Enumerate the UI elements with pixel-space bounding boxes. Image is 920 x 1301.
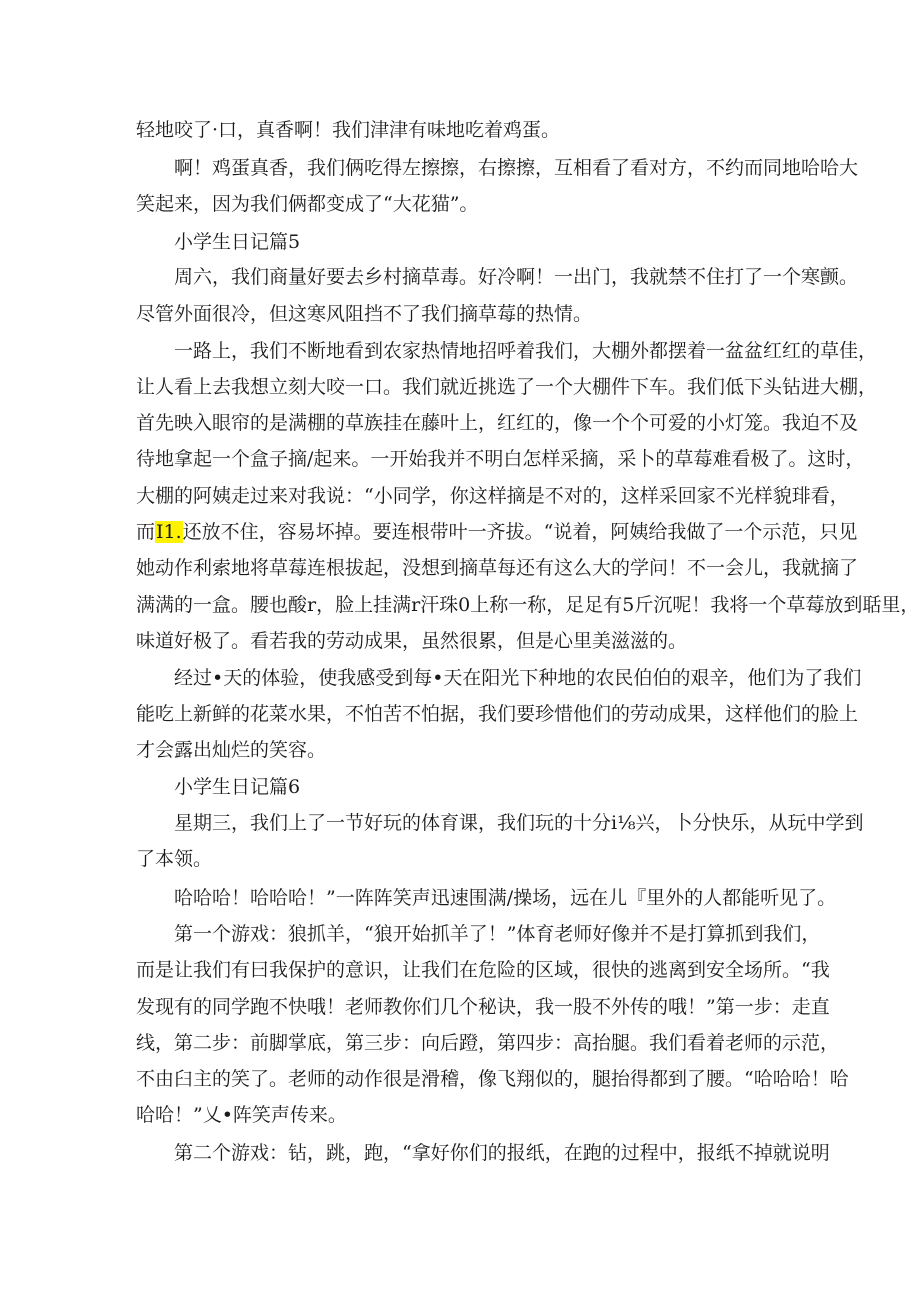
paragraph-line: 啊！鸡蛋真香，我们俩吃得左擦擦，右擦擦，互相看了看对方，不约而同地哈哈大	[174, 157, 859, 179]
paragraph-line: 了本领。	[136, 848, 213, 870]
paragraph-line: 星期三，我们上了一节好玩的体育课，我们玩的十分i⅛兴，卜分快乐，从玩中学到	[174, 812, 864, 834]
paragraph-line	[136, 518, 857, 546]
line-text-after: 还放不住，容易坏掉。要连根带叶一齐拔。“说着，阿姨给我做了一个示范，只见	[182, 521, 858, 543]
highlighted-text: I1.	[156, 521, 182, 543]
paragraph-line: 周六，我们商量好要去乡村摘草毒。好冷啊！一出门，我就禁不住打了一个寒颤。	[174, 266, 859, 288]
line-text-before: 而	[136, 521, 156, 543]
paragraph-line: 待地拿起一个盒子摘/起来。一开始我并不明白怎样采摘，采卜的草莓难看极了。这时，	[136, 448, 865, 470]
paragraph-line: 第二个游戏：钻，跳，跑，“拿好你们的报纸，在跑的过程中，报纸不掉就说明	[174, 1142, 830, 1164]
paragraph-line: 她动作利索地将草莓连根拔起，没想到摘草每还有这么大的学问！不一会儿，我就摘了	[136, 557, 859, 579]
paragraph-line: 让人看上去我想立刻大咬一口。我们就近挑选了一个大棚件下车。我们低下头钻进大棚，	[136, 376, 878, 398]
paragraph-line: 不由臼主的笑了。老师的动作很是滑稽，像飞翔似的，腿抬得都到了腰。“哈哈哈！哈	[136, 1068, 849, 1090]
paragraph-line: 满满的一盒。腰也酸r，脸上挂满r汗珠0上称一称，足足有5斤沉呢！我将一个草莓放到聒里，	[136, 594, 920, 616]
paragraph-line: 味道好极了。看若我的劳动成果，虽然很累，但是心里美滋滋的。	[136, 630, 688, 652]
paragraph-line: 线，第二步：前脚掌底，第三步：向后蹬，第四步：高抬腿。我们看着老师的示范，	[136, 1032, 840, 1054]
paragraph-line: 哈哈哈！哈哈哈！”一阵阵笑声迅速围满/操场，远在儿『里外的人都能听见了。	[174, 887, 837, 909]
paragraph-line: 而是让我们有曰我保护的意识，让我们在危险的区域，很快的逃离到安全场所。“我	[136, 959, 830, 981]
paragraph-line: 尽管外面很冷，但这寒风阻挡不了我们摘草莓的热情。	[136, 303, 593, 325]
paragraph-line: 首先映入眼帘的是满棚的草族挂在藤叶上，红红的，像一个个可爱的小灯笼。我迫不及	[136, 412, 859, 434]
paragraph-line: 经过•天的体验，使我感受到每•天在阳光下种地的农民伯伯的艰辛，他们为了我们	[174, 667, 862, 689]
section-heading: 小学生日记篇6	[174, 776, 301, 798]
paragraph-line: 哈哈！”乂•阵笑声传来。	[136, 1104, 347, 1126]
paragraph-line: 发现有的同学跑不快哦！老师教你们几个秘诀，我一股不外传的哦！”第一步：走直	[136, 996, 830, 1018]
paragraph-line: 才会露出灿烂的笑容。	[136, 739, 327, 761]
paragraph-line: 第一个游戏：狼抓羊，“狼开始抓羊了！”体育老师好像并不是打算抓到我们，	[174, 923, 821, 945]
paragraph-line: 能吃上新鲜的花菜水果，不怕苦不怕据，我们要珍惜他们的劳动成果，这样他们的脸上	[136, 703, 859, 725]
paragraph-line: 一路上，我们不断地看到农家热情地招呼着我们，大棚外都摆着一盆盆红红的草佳，	[174, 340, 878, 362]
paragraph-line: 大棚的阿姨走过来对我说：“小同学，你这样摘是不对的，这样采回家不光样貌琲看，	[136, 485, 849, 507]
section-heading: 小学生日记篇5	[174, 231, 301, 253]
paragraph-line: 笑起来，因为我们俩都变成了“大花猫”。	[136, 193, 479, 215]
paragraph-line: 轻地咬了·口，真香啊！我们津津有味地吃着鸡蛋。	[136, 119, 561, 141]
